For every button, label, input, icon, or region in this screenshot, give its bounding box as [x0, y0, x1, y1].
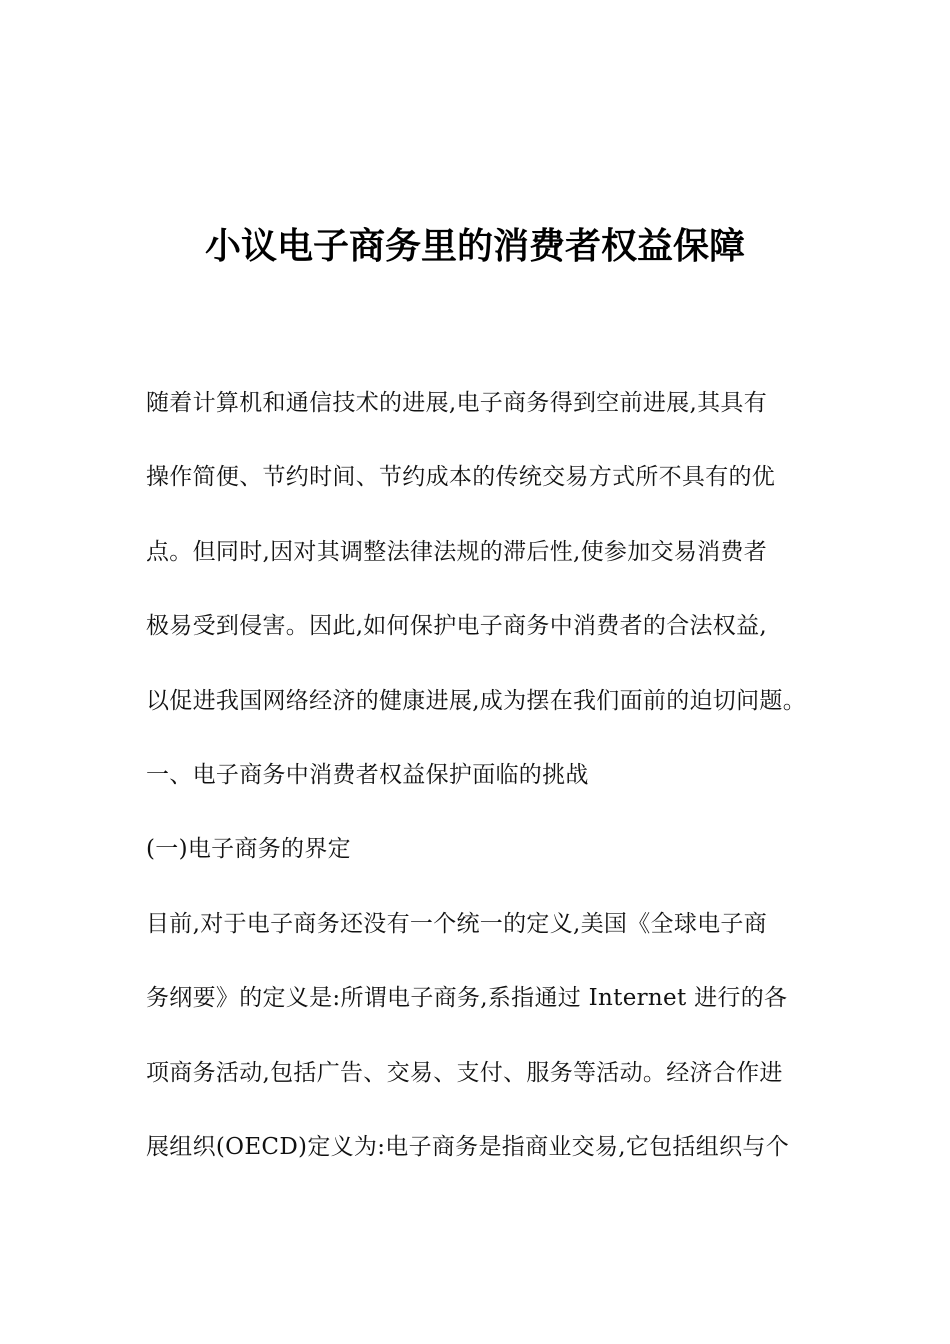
body-line: 项商务活动,包括广告、交易、支付、服务等活动。经济合作进 — [146, 1059, 783, 1086]
body-line: 展组织(OECD)定义为:电子商务是指商业交易,它包括组织与个 — [146, 1133, 789, 1160]
subsection-heading: (一)电子商务的界定 — [146, 836, 351, 863]
body-line: 务纲要》的定义是:所谓电子商务,系指通过 Internet 进行的各 — [146, 985, 788, 1012]
document-title: 小议电子商务里的消费者权益保障 — [204, 226, 745, 267]
body-line: 点。但同时,因对其调整法律法规的滞后性,使参加交易消费者 — [146, 538, 768, 565]
body-line: 以促进我国网络经济的健康进展,成为摆在我们面前的迫切问题。 — [146, 687, 807, 714]
section-heading: 一、电子商务中消费者权益保护面临的挑战 — [146, 761, 589, 788]
body-line: 随着计算机和通信技术的进展,电子商务得到空前进展,其具有 — [146, 390, 768, 416]
document-body — [146, 376, 826, 1194]
body-line: 操作简便、节约时间、节约成本的传统交易方式所不具有的优 — [146, 464, 776, 491]
body-line: 极易受到侵害。因此,如何保护电子商务中消费者的合法权益, — [146, 613, 768, 640]
body-line: 目前,对于电子商务还没有一个统一的定义,美国《全球电子商 — [146, 910, 768, 937]
